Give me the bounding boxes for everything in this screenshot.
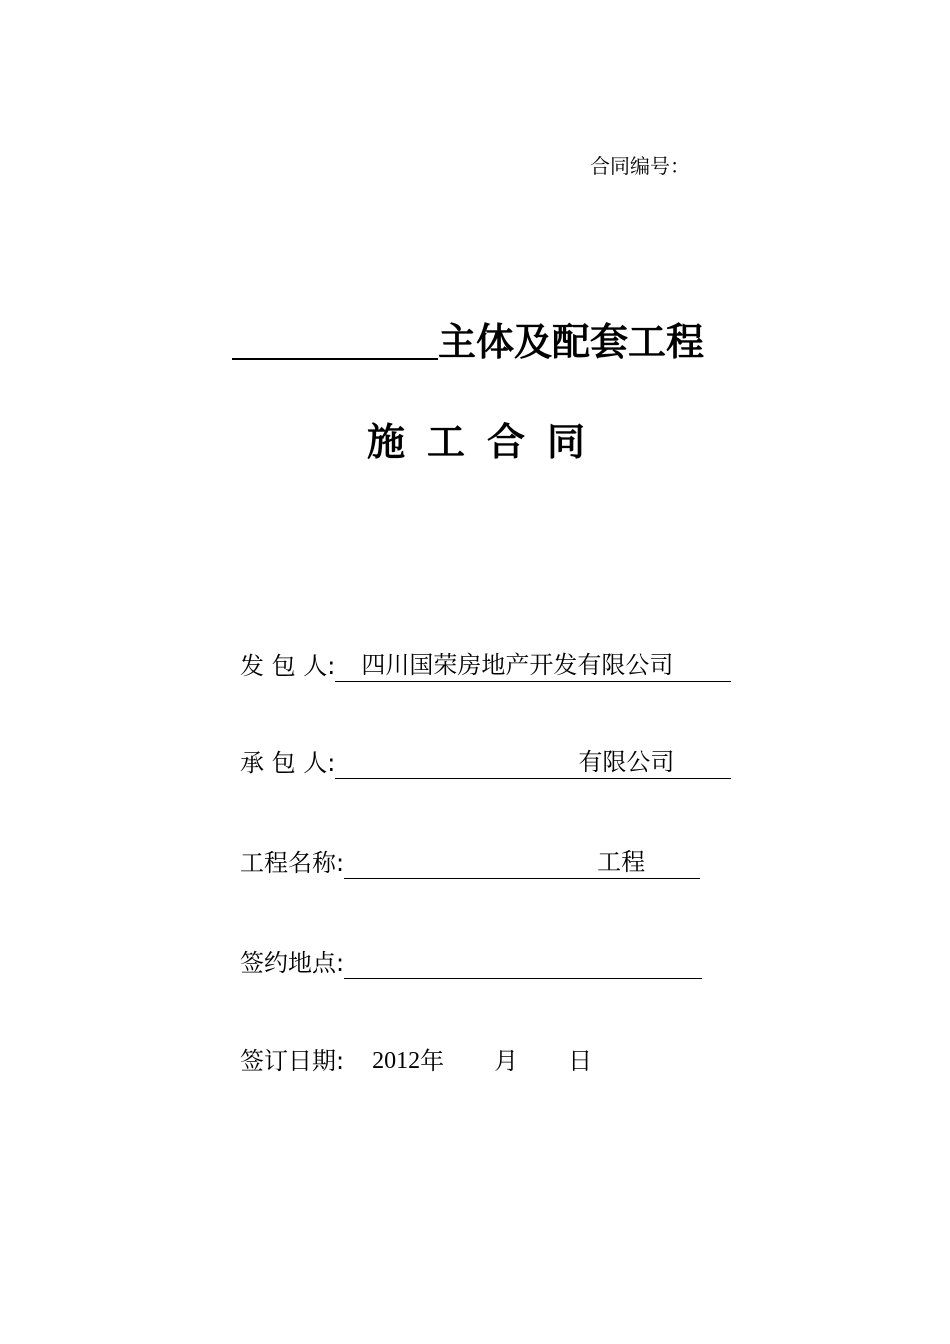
project-name-field bbox=[240, 845, 700, 879]
title-line bbox=[232, 318, 704, 366]
employer-field bbox=[240, 648, 731, 682]
signing-date-label: 签订日期: bbox=[240, 1047, 345, 1075]
signing-place-label: 签约地点: bbox=[240, 949, 345, 977]
contractor-field bbox=[240, 745, 731, 779]
project-name-value: 工程 bbox=[344, 847, 700, 879]
title-blank-underline bbox=[232, 318, 438, 360]
signing-date-field bbox=[240, 1045, 592, 1077]
project-name-label: 工程名称: bbox=[240, 849, 345, 877]
contractor-value: 有限公司 bbox=[335, 747, 731, 779]
signing-date-day: 日 bbox=[568, 1047, 593, 1075]
page-title: 主体及配套工程 bbox=[438, 320, 705, 364]
employer-value: 四川国荣房地产开发有限公司 bbox=[335, 650, 731, 682]
signing-date-month: 月 bbox=[494, 1047, 519, 1075]
signing-place-field bbox=[240, 945, 702, 979]
employer-label: 发 包 人: bbox=[240, 652, 336, 680]
contractor-label: 承 包 人: bbox=[240, 749, 336, 777]
signing-date-year-number: 2012 bbox=[372, 1048, 421, 1074]
contract-number-label: 合同编号： bbox=[590, 154, 690, 178]
signing-date-year: 年 bbox=[420, 1047, 445, 1075]
page-subtitle: 施工合同 bbox=[366, 420, 607, 464]
signing-place-value bbox=[344, 947, 702, 979]
